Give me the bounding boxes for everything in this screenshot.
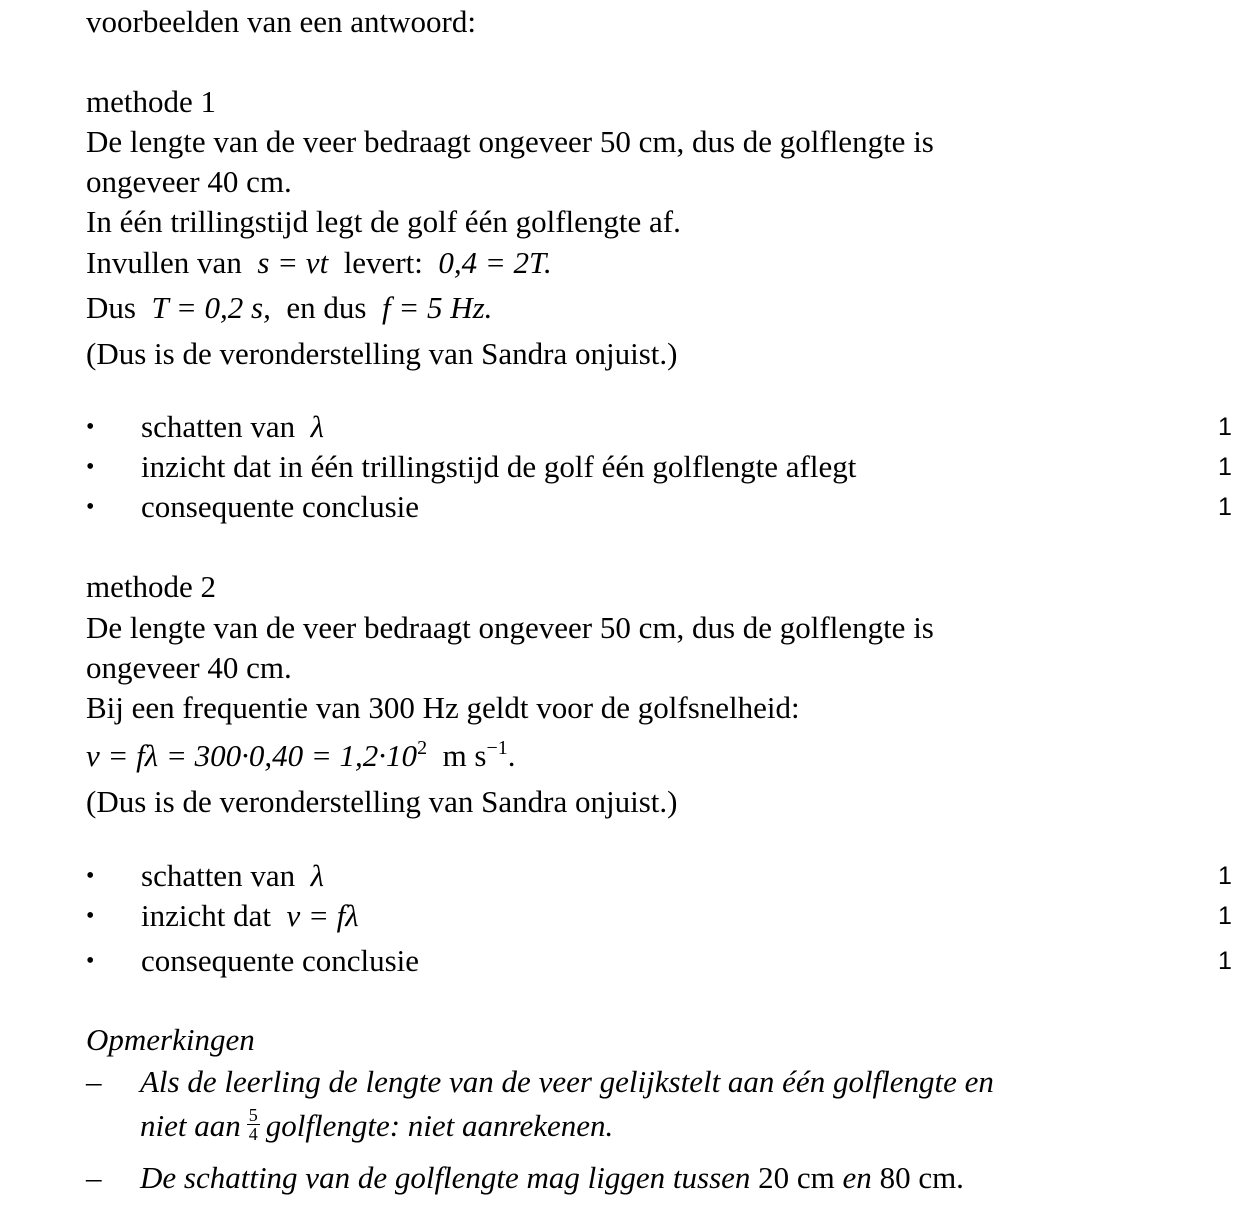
criterion-label: inzicht dat: [141, 898, 271, 933]
remark-2-value-min: 20 cm: [758, 1160, 835, 1195]
bullet: •: [86, 863, 95, 889]
criterion-text: [141, 409, 324, 445]
method2-score-3: 1: [1218, 947, 1232, 975]
method2-score-1: 1: [1218, 862, 1232, 890]
remarks-title: Opmerkingen: [86, 1022, 255, 1057]
lambda-symbol: λ: [310, 858, 325, 893]
method1-score-1: 1: [1218, 413, 1232, 441]
criterion-text: [141, 858, 324, 894]
fraction-denominator: 4: [248, 1124, 258, 1145]
remark-dash: –: [86, 1160, 102, 1195]
criterion-label: consequente conclusie: [141, 489, 420, 524]
method1-line-5: [86, 290, 492, 326]
method1-line-3: In één trillingstijd legt de golf één golflengte af.: [86, 204, 681, 239]
method1-line-4-b: levert:: [343, 245, 423, 280]
bullet: •: [86, 494, 95, 520]
remark-1-line-1: Als de leerling de lengte van de veer gelijkstelt aan één golflengte en: [140, 1064, 994, 1099]
equation-unit-exponent: −1: [486, 737, 508, 759]
remark-2-a: De schatting van de golflengte mag liggen tussen: [140, 1160, 751, 1195]
remark-2: [140, 1160, 964, 1196]
criterion-label: inzicht dat in één trillingstijd de golf één golflengte aflegt: [141, 449, 857, 484]
method2-line-3: Bij een frequentie van 300 Hz geldt voor de golfsnelheid:: [86, 690, 800, 725]
fraction-numerator: 5: [248, 1105, 258, 1126]
formula-period: T = 0,2 s,: [151, 290, 271, 325]
formula-frequency: f = 5 Hz.: [381, 290, 493, 325]
bullet: •: [86, 414, 95, 440]
equation-end: .: [507, 738, 516, 773]
method1-line-2: ongeveer 40 cm.: [86, 164, 292, 199]
equation-unit: m s: [442, 738, 487, 773]
lambda-symbol: λ: [310, 409, 325, 444]
criterion-text: [141, 898, 359, 934]
bullet: •: [86, 948, 95, 974]
method2-line-1: De lengte van de veer bedraagt ongeveer 50 cm, dus de golflengte is: [86, 610, 934, 645]
criterion-label: schatten van: [141, 409, 296, 444]
method1-line-5-b: en dus: [286, 290, 367, 325]
fraction-five-fourths: [247, 1106, 260, 1143]
method1-line-5-a: Dus: [86, 290, 136, 325]
formula-substitution: 0,4 = 2T.: [438, 245, 552, 280]
method1-title: methode 1: [86, 84, 216, 119]
remark-1-pre: niet aan: [140, 1108, 241, 1143]
method1-line-4: [86, 245, 552, 281]
criterion-label: consequente conclusie: [141, 943, 420, 978]
method2-title: methode 2: [86, 569, 216, 604]
remark-2-value-max: 80 cm.: [879, 1160, 964, 1195]
remark-1-line-2: [140, 1105, 614, 1147]
method2-score-2: 1: [1218, 902, 1232, 930]
intro-text: voorbeelden van een antwoord:: [86, 4, 476, 39]
method2-line-5: (Dus is de veronderstelling van Sandra onjuist.): [86, 784, 678, 819]
method1-line-6: (Dus is de veronderstelling van Sandra onjuist.): [86, 336, 678, 371]
method2-equation: [86, 738, 516, 774]
remark-2-and: en: [842, 1160, 872, 1195]
remark-dash: –: [86, 1064, 102, 1099]
equation-main: v = fλ = 300·0,40 = 1,2·10: [86, 738, 418, 773]
method1-line-4-a: Invullen van: [86, 245, 242, 280]
formula-v-f-lambda: v = fλ: [286, 898, 359, 933]
method1-line-1: De lengte van de veer bedraagt ongeveer 50 cm, dus de golflengte is: [86, 124, 934, 159]
method1-score-3: 1: [1218, 493, 1232, 521]
bullet: •: [86, 903, 95, 929]
method1-score-2: 1: [1218, 453, 1232, 481]
remark-1-post: golflengte: niet aanrekenen.: [265, 1108, 614, 1143]
criterion-label: schatten van: [141, 858, 296, 893]
formula-s-vt: s = vt: [257, 245, 329, 280]
equation-exponent: 2: [417, 737, 428, 759]
bullet: •: [86, 454, 95, 480]
method2-line-2: ongeveer 40 cm.: [86, 650, 292, 685]
